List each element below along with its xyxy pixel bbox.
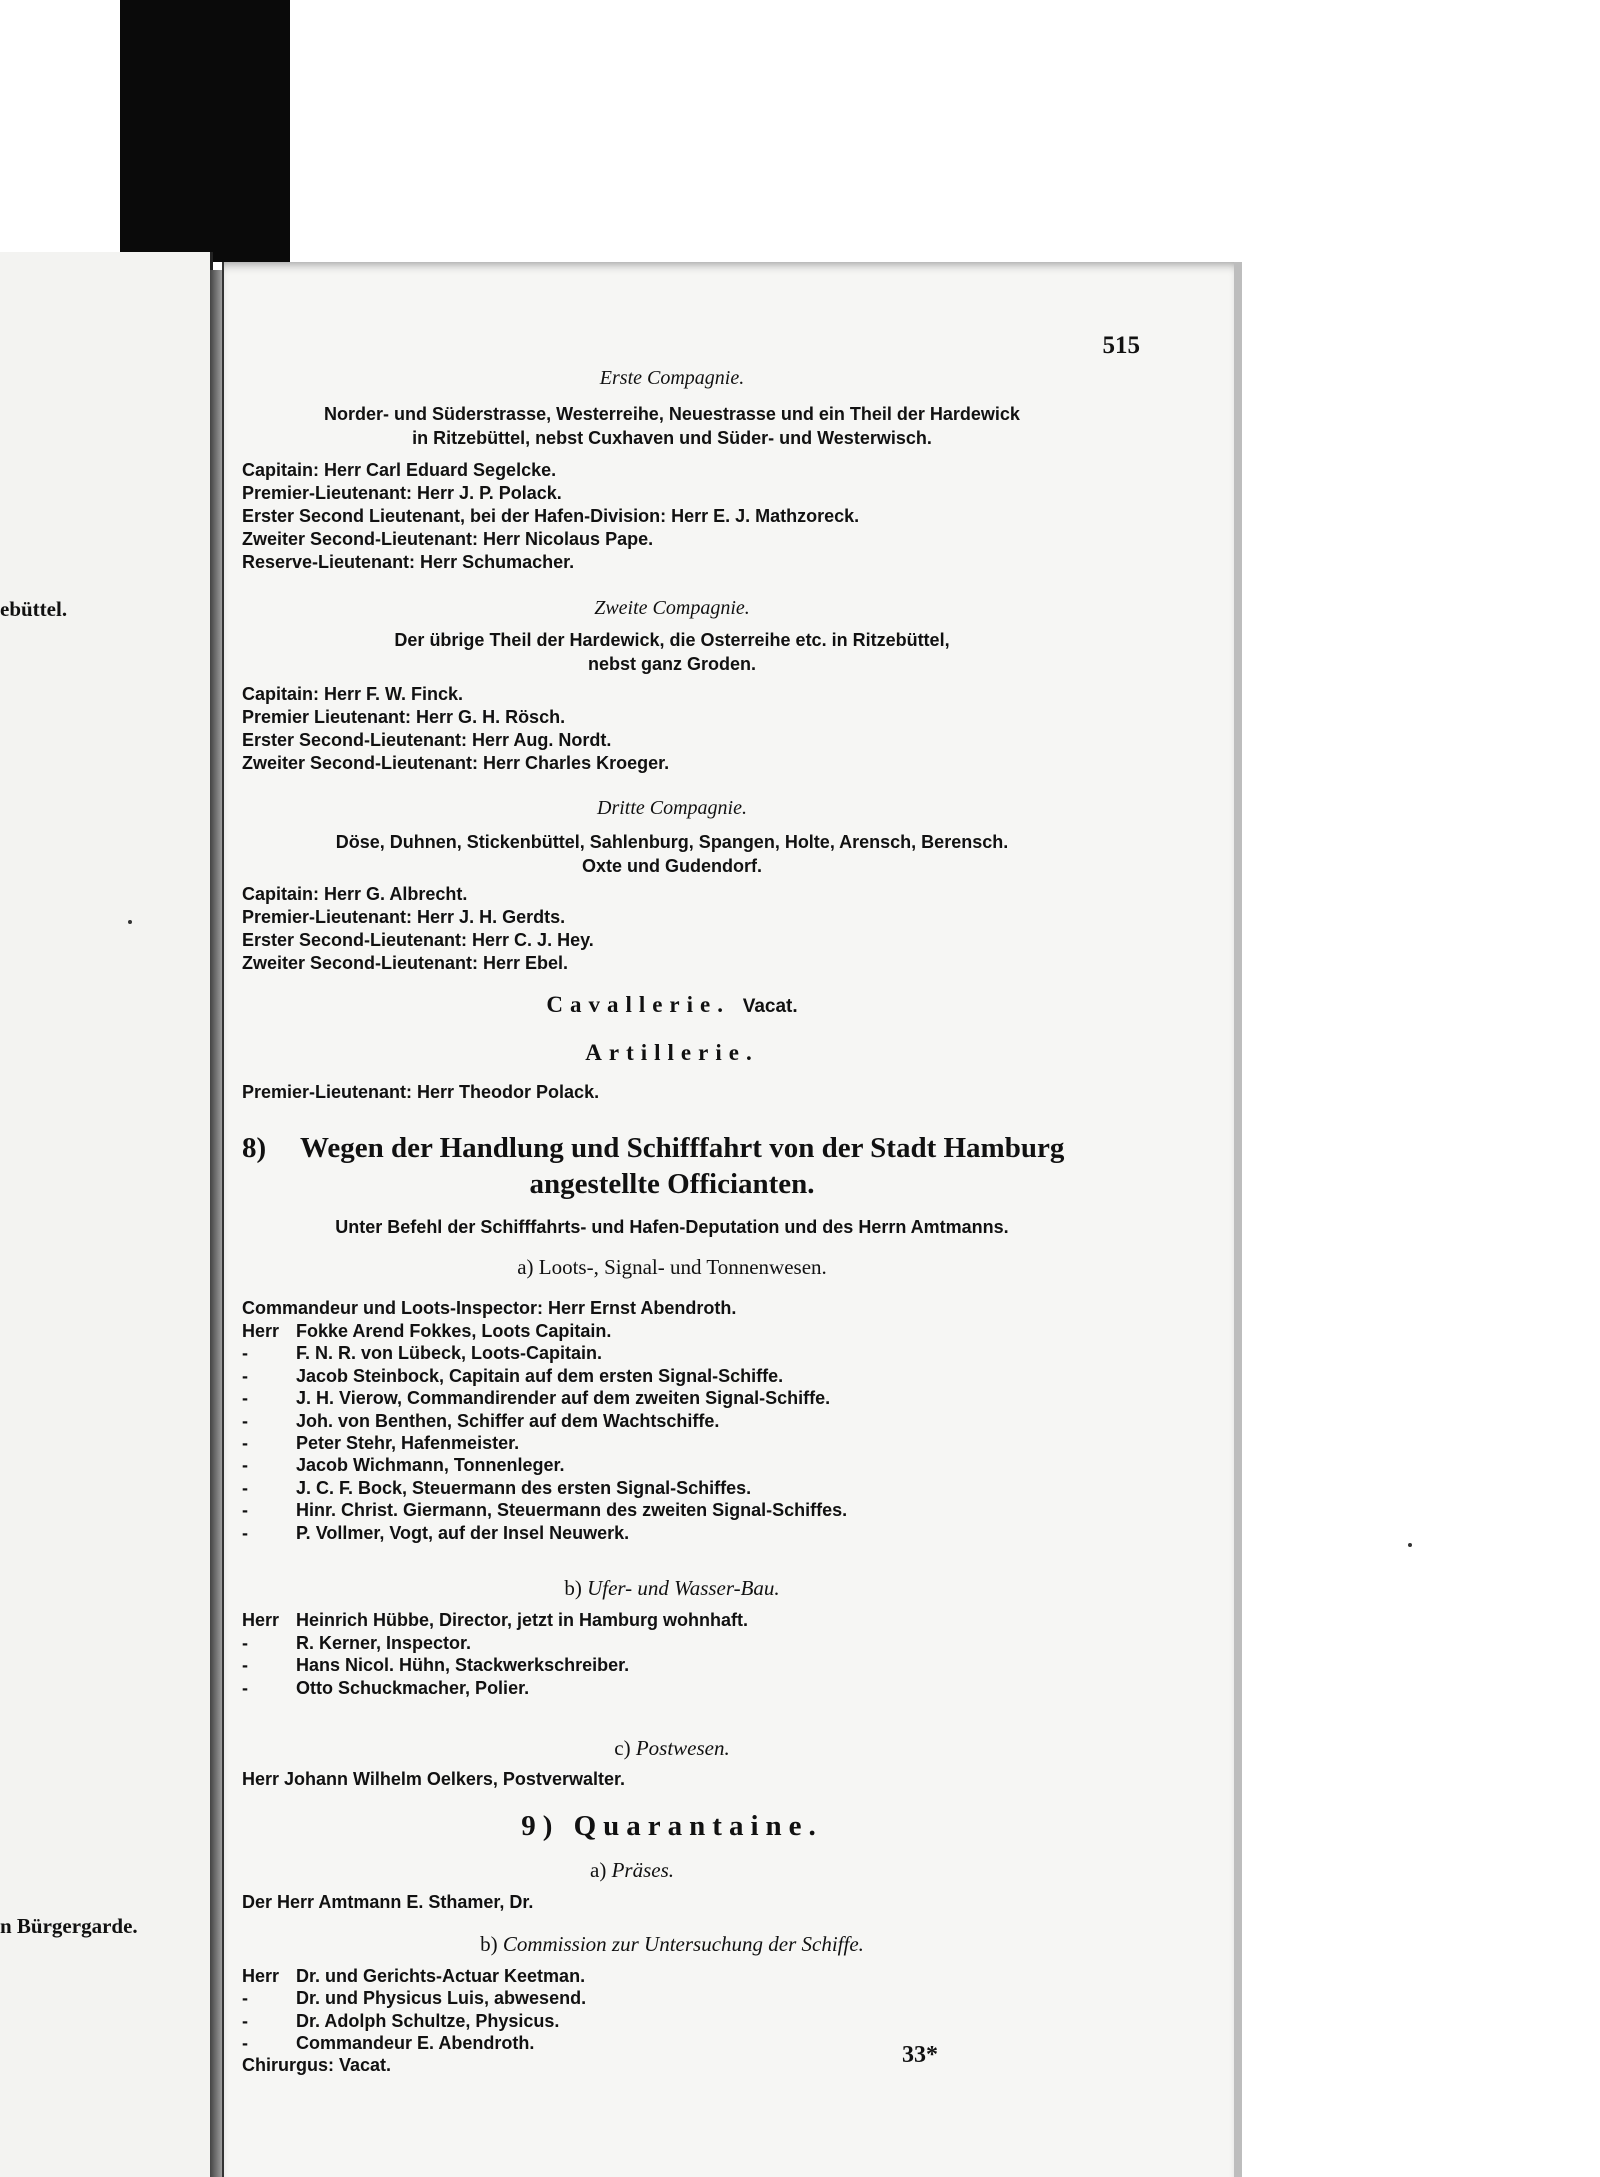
entry-text: Jacob Steinbock, Capitain auf dem ersten Signal-Schiffe.	[296, 1365, 784, 1386]
list-entry	[242, 2011, 559, 2032]
previous-page-edge	[0, 252, 213, 2177]
list-lead: Commandeur und Loots-Inspector: Herr Ernst Abendroth.	[242, 1298, 737, 1318]
entry-text: R. Kerner, Inspector.	[296, 1632, 472, 1653]
list-entry	[242, 2033, 534, 2054]
entry-prefix: -	[242, 1343, 248, 1364]
entry-text: F. N. R. von Lübeck, Loots-Capitain.	[296, 1343, 603, 1364]
cavallerie-label: Cavallerie.	[546, 992, 730, 1017]
entry-prefix: -	[242, 1365, 248, 1386]
district-line: Oxte und Gudendorf.	[582, 856, 762, 876]
subsection-heading-c	[242, 1736, 1102, 1761]
list-entry	[242, 1500, 847, 1521]
list-entry	[242, 1411, 719, 1432]
officer-entry: Premier-Lieutenant: Herr J. P. Polack.	[242, 483, 562, 503]
officer-entry: Erster Second-Lieutenant: Herr Aug. Nordt.	[242, 730, 612, 750]
district-description-second	[242, 628, 1102, 676]
entry-prefix: Herr	[242, 1610, 280, 1630]
section-title: Quarantaine.	[573, 1810, 823, 1842]
signature-mark: 33*	[902, 2042, 938, 2068]
company-heading-second: Zweite Compagnie.	[594, 597, 750, 619]
officer-entry: Zweiter Second-Lieutenant: Herr Nicolaus Pape.	[242, 529, 654, 549]
district-line: nebst ganz Groden.	[587, 654, 756, 674]
list-entry	[242, 1388, 830, 1409]
district-line: in Ritzebüttel, nebst Cuxhaven und Süder- und Westerwisch.	[412, 428, 932, 448]
entry-prefix: -	[242, 1655, 248, 1675]
officer-entry: Capitain: Herr F. W. Finck.	[242, 684, 464, 704]
previous-page-fragment: ebüttel.	[0, 597, 68, 621]
scan-speck	[1408, 1543, 1412, 1547]
officer-entry: Reserve-Lieutenant: Herr Schumacher.	[242, 552, 575, 572]
district-description-third	[242, 830, 1102, 878]
entry-text: Commandeur E. Abendroth.	[296, 2032, 535, 2053]
entry-prefix: -	[242, 1677, 248, 1698]
subsection-letter: c)	[614, 1736, 631, 1760]
binding-strip	[120, 0, 290, 262]
entry-prefix: -	[242, 1500, 248, 1521]
entry-text: Dr. Adolph Schultze, Physicus.	[296, 2010, 560, 2031]
subsection-title: Postwesen.	[635, 1736, 730, 1760]
section-9-heading	[242, 1810, 1102, 1843]
subsection-title: Ufer- und Wasser-Bau.	[587, 1576, 780, 1600]
entry-text: Peter Stehr, Hafenmeister.	[296, 1433, 520, 1453]
scan-speck	[128, 920, 132, 924]
list-entry	[242, 1321, 611, 1342]
previous-page-fragment: n Bürgergarde.	[0, 1914, 138, 1938]
district-line: Der übrige Theil der Hardewick, die Osterreihe etc. in Ritzebüttel,	[394, 630, 950, 650]
entry-text: Dr. und Gerichts-Actuar Keetman.	[296, 1966, 586, 1986]
officer-entry: Erster Second-Lieutenant: Herr C. J. Hey.	[242, 930, 594, 950]
subsection-letter: a)	[517, 1255, 534, 1279]
entry-text: J. C. F. Bock, Steuermann des ersten Signal-Schiffes.	[296, 1477, 752, 1498]
list-entry	[242, 1610, 748, 1631]
section-number: 8)	[242, 1132, 267, 1164]
officer-entry: Zweiter Second-Lieutenant: Herr Charles Kroeger.	[242, 753, 670, 773]
officer-entry: Capitain: Herr Carl Eduard Segelcke.	[242, 460, 557, 480]
section-title-line: Wegen der Handlung und Schifffahrt von der Stadt Hamburg	[300, 1132, 1065, 1164]
entry-prefix: Herr	[242, 1321, 280, 1341]
entry-text: Jacob Wichmann, Tonnenleger.	[296, 1455, 565, 1476]
page-number: 515	[1102, 332, 1140, 359]
entry-text: Otto Schuckmacher, Polier.	[296, 1677, 530, 1698]
entry-prefix: -	[242, 1388, 248, 1409]
list-entry	[242, 1366, 783, 1387]
entry-text: Dr. und Physicus Luis, abwesend.	[296, 1988, 587, 2009]
district-description-first	[242, 402, 1102, 450]
subsection-letter: b)	[564, 1576, 582, 1600]
artillerie-heading: Artillerie.	[585, 1040, 759, 1065]
document-page	[222, 262, 1242, 2177]
entry-prefix: -	[242, 1477, 248, 1498]
subsection-heading-b	[242, 1576, 1102, 1601]
company-heading-third: Dritte Compagnie.	[597, 797, 747, 819]
entry-prefix: -	[242, 2032, 248, 2053]
subsection-heading-a	[242, 1255, 1102, 1280]
company-heading-first: Erste Compagnie.	[599, 367, 745, 389]
entry-text: Heinrich Hübbe, Director, jetzt in Hamburg wohnhaft.	[296, 1610, 749, 1630]
district-line: Döse, Duhnen, Stickenbüttel, Sahlenburg, Spangen, Holte, Arensch, Berensch.	[335, 832, 1009, 852]
subsection-heading-9b	[242, 1932, 1102, 1957]
section-number: 9)	[521, 1810, 560, 1842]
officer-entry: Premier-Lieutenant: Herr J. H. Gerdts.	[242, 907, 566, 927]
cavallerie-heading	[242, 992, 1102, 1018]
entry-prefix: -	[242, 1522, 248, 1543]
entry-text: J. H. Vierow, Commandirender auf dem zweiten Signal-Schiffe.	[296, 1388, 831, 1409]
list-entry	[242, 1633, 471, 1654]
entry-prefix: -	[242, 1455, 248, 1476]
officer-entry: Erster Second Lieutenant, bei der Hafen-Division: Herr E. J. Mathzoreck.	[242, 506, 860, 526]
subsection-heading-9a	[202, 1858, 1062, 1883]
officer-entry: Premier Lieutenant: Herr G. H. Rösch.	[242, 707, 566, 727]
list-entry	[242, 1433, 519, 1454]
entry-prefix: Herr	[242, 1966, 280, 1986]
entry-prefix: -	[242, 1410, 248, 1431]
entry-text: Fokke Arend Fokkes, Loots Capitain.	[296, 1321, 612, 1341]
district-line: Norder- und Süderstrasse, Westerreihe, Neuestrasse und ein Theil der Hardewick	[324, 404, 1020, 424]
subsection-title: Commission zur Untersuchung der Schiffe.	[502, 1932, 864, 1956]
list-entry	[242, 1343, 602, 1364]
officer-entry: Zweiter Second-Lieutenant: Herr Ebel.	[242, 953, 569, 973]
cavallerie-status: Vacat.	[742, 996, 798, 1017]
subsection-letter: a)	[590, 1858, 607, 1882]
list-entry: Der Herr Amtmann E. Sthamer, Dr.	[242, 1892, 534, 1912]
list-entry	[242, 1523, 629, 1544]
list-entry	[242, 1988, 586, 2009]
list-entry	[242, 1655, 629, 1676]
subsection-title: Loots-, Signal- und Tonnenwesen.	[538, 1255, 827, 1279]
entry-text: Hans Nicol. Hühn, Stackwerkschreiber.	[296, 1655, 630, 1675]
list-entry	[242, 1678, 529, 1699]
entry-text: P. Vollmer, Vogt, auf der Insel Neuwerk.	[296, 1522, 630, 1543]
section-title-line: angestellte Officianten.	[529, 1168, 815, 1200]
officer-entry: Capitain: Herr G. Albrecht.	[242, 884, 468, 904]
entry-text: Joh. von Benthen, Schiffer auf dem Wachtschiffe.	[296, 1410, 720, 1431]
entry-prefix: -	[242, 1632, 248, 1653]
entry-text: Hinr. Christ. Giermann, Steuermann des zweiten Signal-Schiffes.	[296, 1500, 848, 1521]
list-closing: Chirurgus: Vacat.	[242, 2055, 392, 2075]
list-entry	[242, 1966, 585, 1987]
command-statement: Unter Befehl der Schifffahrts- und Hafen-Deputation und des Herrn Amtmanns.	[335, 1217, 1009, 1237]
list-entry: Herr Johann Wilhelm Oelkers, Postverwalter.	[242, 1769, 625, 1789]
list-entry	[242, 1455, 565, 1476]
list-entry	[242, 1478, 751, 1499]
entry-prefix: -	[242, 1433, 248, 1453]
subsection-title: Präses.	[611, 1858, 674, 1882]
subsection-letter: b)	[480, 1932, 498, 1956]
officer-entry: Premier-Lieutenant: Herr Theodor Polack.	[242, 1082, 600, 1102]
entry-prefix: -	[242, 1988, 248, 2009]
entry-prefix: -	[242, 2010, 248, 2031]
